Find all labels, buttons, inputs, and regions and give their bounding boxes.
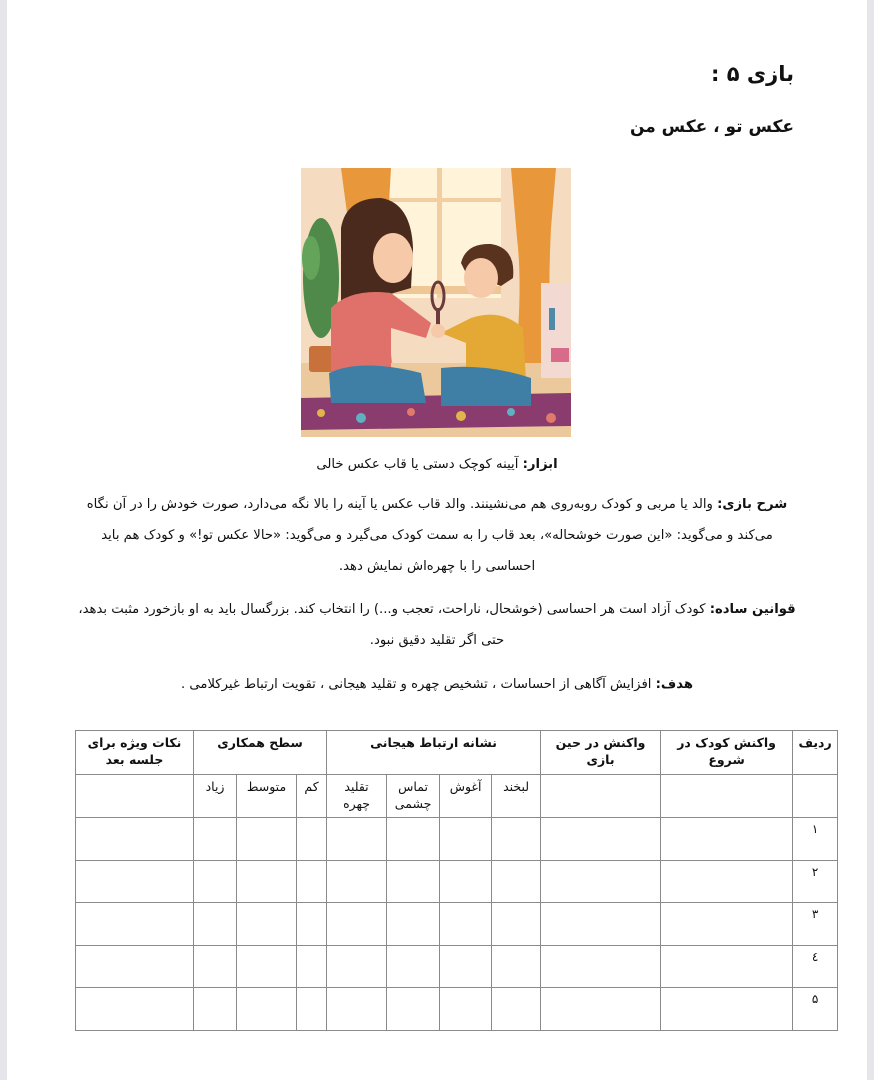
subheader-hug: آغوش <box>440 775 492 818</box>
subheader-face-imitation: تقلید چهره <box>327 775 387 818</box>
table-cell[interactable] <box>297 860 327 903</box>
subheader-high: زیاد <box>194 775 237 818</box>
table-cell[interactable] <box>387 860 440 903</box>
parent-child-mirror-illustration <box>301 168 571 437</box>
rules-paragraph <box>77 594 797 656</box>
table-cell[interactable] <box>297 988 327 1031</box>
table-cell[interactable] <box>76 945 194 988</box>
table-row <box>76 945 838 988</box>
table-cell[interactable] <box>387 818 440 861</box>
row-number: ۵ <box>793 988 838 1031</box>
table-cell[interactable] <box>297 903 327 946</box>
bookshelf <box>541 283 571 378</box>
child-face <box>464 258 498 298</box>
table-cell[interactable] <box>327 988 387 1031</box>
row-number: ۲ <box>793 860 838 903</box>
table-cell[interactable] <box>194 988 237 1031</box>
table-row <box>76 818 838 861</box>
table-cell[interactable] <box>541 903 661 946</box>
table-cell[interactable] <box>194 903 237 946</box>
subheader-low: کم <box>297 775 327 818</box>
game-title: بازی ۵ : <box>711 62 794 86</box>
table-cell[interactable] <box>76 988 194 1031</box>
game-subtitle: عکس تو ، عکس من <box>629 117 794 137</box>
empty-cell <box>661 775 793 818</box>
header-during-reaction: واکنش در حین بازی <box>541 731 661 775</box>
table-cell[interactable] <box>237 903 297 946</box>
table-cell[interactable] <box>76 903 194 946</box>
table-cell[interactable] <box>237 988 297 1031</box>
table-cell[interactable] <box>327 860 387 903</box>
table-cell[interactable] <box>661 818 793 861</box>
subheader-medium: متوسط <box>237 775 297 818</box>
box <box>551 348 569 362</box>
table-cell[interactable] <box>440 860 492 903</box>
table-cell[interactable] <box>387 988 440 1031</box>
header-emotional-signs: نشانه ارتباط هیجانی <box>327 731 541 775</box>
table-cell[interactable] <box>297 818 327 861</box>
header-start-reaction: واکنش کودک در شروع <box>661 731 793 775</box>
rug-dot <box>356 413 366 423</box>
table-cell[interactable] <box>541 818 661 861</box>
plant-leaves <box>302 236 320 280</box>
subheader-eye-contact: تماس چشمی <box>387 775 440 818</box>
table-cell[interactable] <box>237 945 297 988</box>
table-header-row <box>76 731 838 775</box>
mother-face <box>373 233 413 283</box>
table-cell[interactable] <box>492 903 541 946</box>
table-cell[interactable] <box>387 903 440 946</box>
table-cell[interactable] <box>194 818 237 861</box>
header-notes: نکات ویژه برای جلسه بعد <box>76 731 194 775</box>
table-cell[interactable] <box>76 818 194 861</box>
table-cell[interactable] <box>661 903 793 946</box>
table-cell[interactable] <box>492 945 541 988</box>
rug-dot <box>317 409 325 417</box>
table-row <box>76 860 838 903</box>
table-cell[interactable] <box>661 945 793 988</box>
empty-cell <box>541 775 661 818</box>
description-label: شرح بازی: <box>717 497 788 512</box>
window-bar <box>381 198 501 202</box>
book <box>549 308 555 330</box>
mother-pants <box>329 366 426 404</box>
row-number: ٤ <box>793 945 838 988</box>
empty-cell <box>76 775 194 818</box>
tools-paragraph <box>67 449 807 480</box>
table-cell[interactable] <box>327 903 387 946</box>
table-cell[interactable] <box>297 945 327 988</box>
document-page <box>7 0 867 1080</box>
plant-pot <box>309 346 333 372</box>
table-cell[interactable] <box>440 903 492 946</box>
table-row <box>76 903 838 946</box>
table-cell[interactable] <box>194 945 237 988</box>
table-cell[interactable] <box>661 860 793 903</box>
rug-dot <box>407 408 415 416</box>
table-cell[interactable] <box>541 945 661 988</box>
table-cell[interactable] <box>327 945 387 988</box>
table-cell[interactable] <box>440 945 492 988</box>
tools-text: آیینه کوچک دستی یا قاب عکس خالی <box>316 457 523 472</box>
rules-label: قوانین ساده: <box>709 602 796 617</box>
table-cell[interactable] <box>194 860 237 903</box>
table-cell[interactable] <box>661 988 793 1031</box>
tools-label: ابزار: <box>522 457 558 472</box>
table-cell[interactable] <box>327 818 387 861</box>
rug-dot <box>507 408 515 416</box>
subheader-smile: لبخند <box>492 775 541 818</box>
table-cell[interactable] <box>492 860 541 903</box>
goal-label: هدف: <box>655 677 693 692</box>
table-cell[interactable] <box>237 860 297 903</box>
rug-dot <box>546 413 556 423</box>
row-number: ۳ <box>793 903 838 946</box>
goal-paragraph <box>77 669 797 700</box>
hands <box>431 324 445 338</box>
table-cell[interactable] <box>492 988 541 1031</box>
illustration-svg <box>301 168 571 437</box>
table-cell[interactable] <box>492 818 541 861</box>
table-cell[interactable] <box>387 945 440 988</box>
table-cell[interactable] <box>440 988 492 1031</box>
table-cell[interactable] <box>76 860 194 903</box>
table-subheader-row <box>76 775 838 818</box>
row-number: ۱ <box>793 818 838 861</box>
window-bar <box>437 168 442 298</box>
table-cell[interactable] <box>541 860 661 903</box>
table-cell[interactable] <box>237 818 297 861</box>
description-paragraph <box>77 489 797 582</box>
table-row <box>76 988 838 1031</box>
rug-dot <box>456 411 466 421</box>
table-cell[interactable] <box>440 818 492 861</box>
rules-text: کودک آزاد است هر احساسی (خوشحال، ناراحت، تعجب و...) را انتخاب کند. بزرگسال باید به او بازخورد مثبت بدهد، حتی اگر تقلید دقیق نبود. <box>78 602 710 648</box>
observation-table <box>75 730 838 1031</box>
goal-text: افزایش آگاهی از احساسات ، تشخیص چهره و تقلید هیجانی ، تقویت ارتباط غیرکلامی . <box>181 677 656 692</box>
header-row-number: ردیف <box>793 731 838 775</box>
empty-cell <box>793 775 838 818</box>
header-cooperation: سطح همکاری <box>194 731 327 775</box>
table-cell[interactable] <box>541 988 661 1031</box>
description-text: والد یا مربی و کودک روبه‌روی هم می‌نشینند. والد قاب عکس یا آینه را بالا نگه می‌دارد، صورت خودش را در آن نگاه می‌کند و می‌گوید: «این صورت خوشحاله»، بعد قاب را به سمت کودک می‌گیرد و می‌گوید: «حالا عکس تو!» و کودک هم باید احساسی را با چهره‌اش نمایش دهد. <box>86 497 773 574</box>
